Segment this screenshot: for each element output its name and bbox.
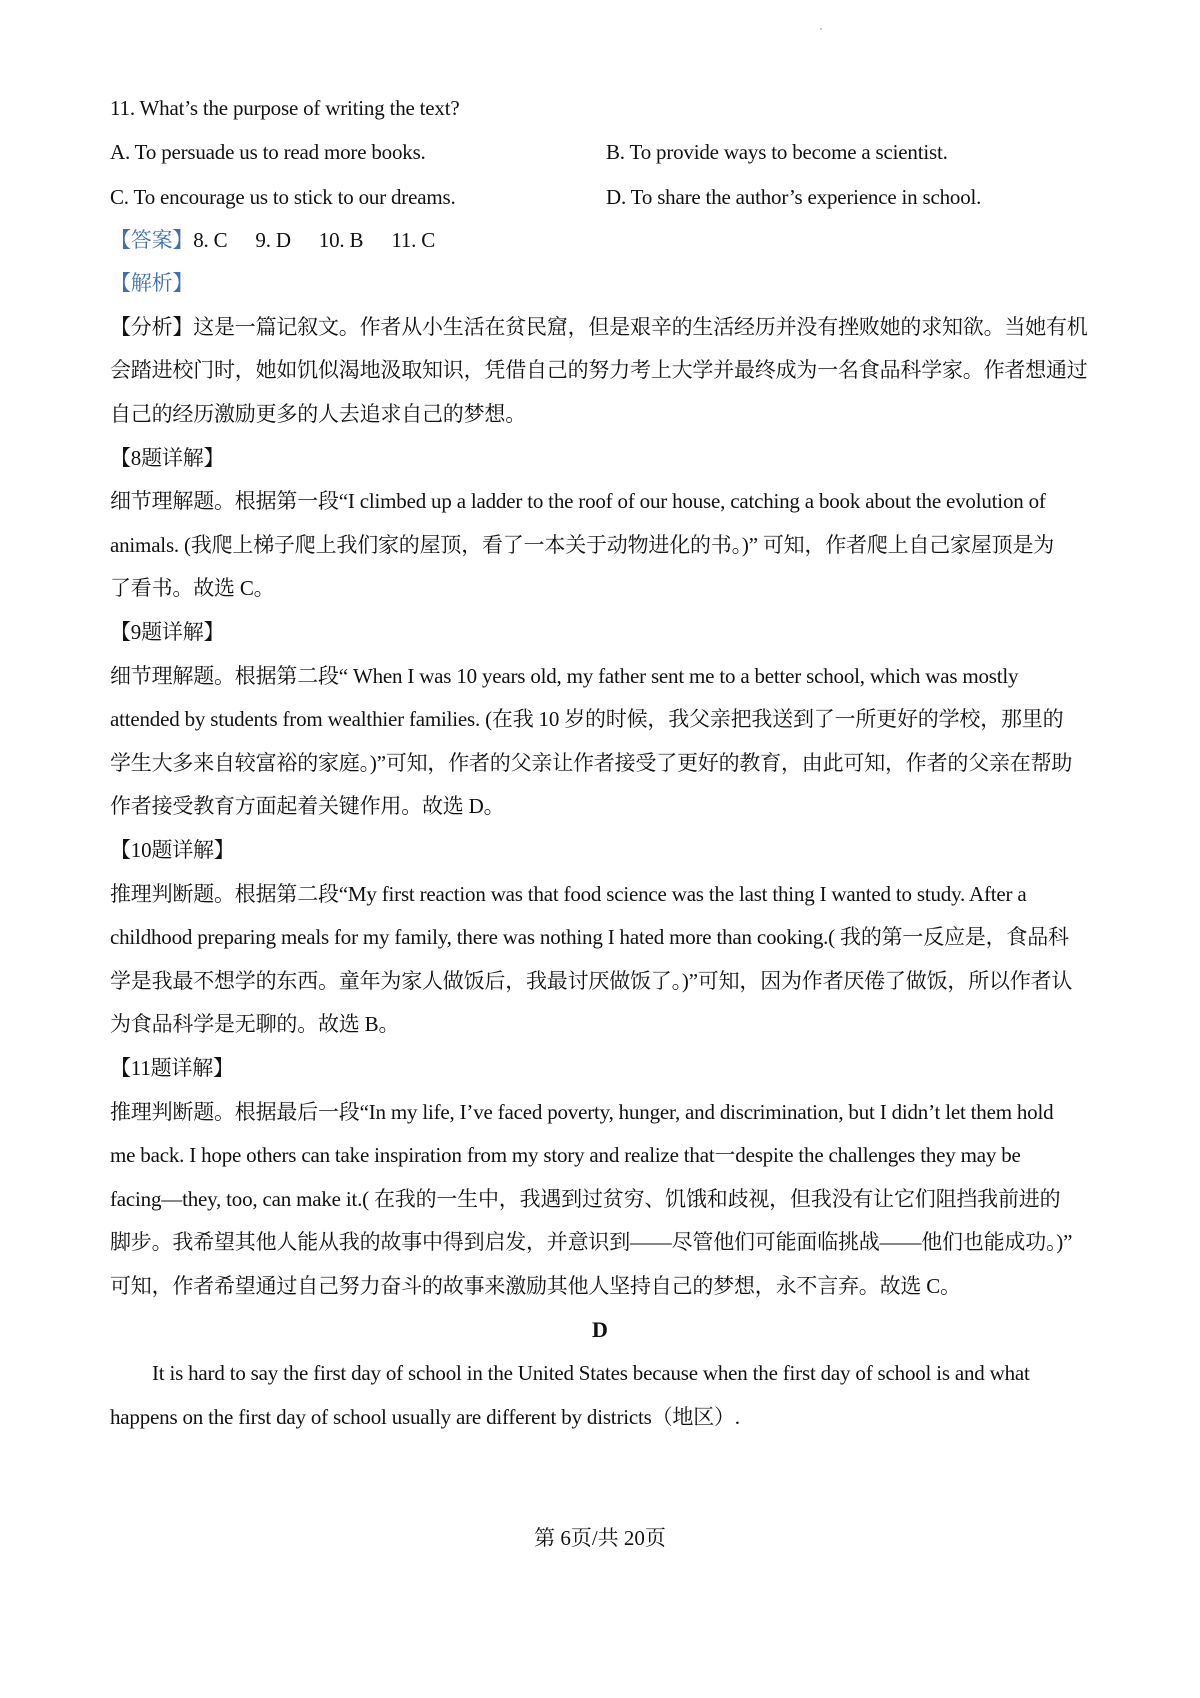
q11-line: 可知，作者希望通过自己努力奋斗的故事来激励其他人坚持自己的梦想，永不言弃。故选 C。 [110, 1274, 961, 1298]
q11-line: 推理判断题。根据最后一段“In my life, I’ve faced poverty, hunger, and discrimination, but I didn’t let them hold [110, 1100, 1054, 1124]
scan-speck [820, 28, 822, 30]
analysis-line: 自己的经历激励更多的人去追求自己的梦想。 [110, 402, 526, 426]
q8-line: 了看书。故选 C。 [110, 576, 275, 600]
answer-11: 11. C [391, 228, 436, 252]
q10-heading: 【10题详解】 [110, 838, 235, 862]
passage-line: It is hard to say the first day of school in the United States because when the first day of school is and what [152, 1361, 1030, 1385]
analysis-line: 【分析】这是一篇记叙文。作者从小生活在贫民窟，但是艰辛的生活经历并没有挫败她的求知欲。当她有机 [110, 315, 1088, 339]
q11-line: facing—they, too, can make it.( 在我的一生中，我遇到过贫穷、饥饿和歧视，但我没有让它们阻挡我前进的 [110, 1187, 1061, 1211]
q11-line: 脚步。我希望其他人能从我的故事中得到启发，并意识到——尽管他们可能面临挑战——他们也能成功。)” [110, 1230, 1073, 1254]
q11-line: me back. I hope others can take inspiration from my story and realize that一despite the challenges they may be [110, 1143, 1021, 1167]
q10-line: 推理判断题。根据第二段“My first reaction was that food science was the last thing I wanted to study. After a [110, 882, 1027, 906]
q9-line: attended by students from wealthier families. (在我 10 岁的时候，我父亲把我送到了一所更好的学校，那里的 [110, 707, 1064, 731]
answer-8: 8. C [193, 228, 228, 252]
answer-label: 【答案】 [110, 228, 194, 252]
passage-line: happens on the first day of school usually are different by districts（地区）. [110, 1405, 740, 1429]
option-c: C. To encourage us to stick to our dreams. [110, 185, 456, 209]
q11-heading: 【11题详解】 [110, 1056, 234, 1080]
page-footer: 第 6页/共 20页 [534, 1526, 666, 1550]
option-d: D. To share the author’s experience in school. [606, 185, 982, 209]
q9-line: 作者接受教育方面起着关键作用。故选 D。 [110, 794, 505, 818]
q10-line: 学是我最不想学的东西。童年为家人做饭后，我最讨厌做饭了。)”可知，因为作者厌倦了做饭，所以作者认 [110, 969, 1073, 993]
q8-line: 细节理解题。根据第一段“I climbed up a ladder to the roof of our house, catching a book about the evolution of [110, 489, 1046, 513]
option-a: A. To persuade us to read more books. [110, 140, 426, 164]
question-11: 11. What’s the purpose of writing the text? [110, 96, 460, 120]
answer-9: 9. D [255, 228, 291, 252]
q9-line: 细节理解题。根据第二段“ When I was 10 years old, my father sent me to a better school, which was mostly [110, 664, 1019, 688]
analysis-line: 会踏进校门时，她如饥似渴地汲取知识，凭借自己的努力考上大学并最终成为一名食品科学家。作者想通过 [110, 358, 1088, 382]
q8-heading: 【8题详解】 [110, 446, 225, 470]
q9-heading: 【9题详解】 [110, 620, 225, 644]
section-title: D [592, 1317, 608, 1342]
q9-line: 学生大多来自较富裕的家庭。)”可知，作者的父亲让作者接受了更好的教育，由此可知，作者的父亲在帮助 [110, 751, 1073, 775]
q10-line: 为食品科学是无聊的。故选 B。 [110, 1012, 400, 1036]
answer-10: 10. B [318, 228, 364, 252]
q8-line: animals. (我爬上梯子爬上我们家的屋顶，看了一本关于动物进化的书。)” 可知，作者爬上自己家屋顶是为 [110, 533, 1055, 557]
analysis-label: 【解析】 [110, 271, 194, 295]
answer-row [110, 225, 1100, 255]
option-b: B. To provide ways to become a scientist. [606, 140, 948, 164]
q10-line: childhood preparing meals for my family, there was nothing I hated more than cooking.( 我的第一反应是，食品科 [110, 925, 1069, 949]
